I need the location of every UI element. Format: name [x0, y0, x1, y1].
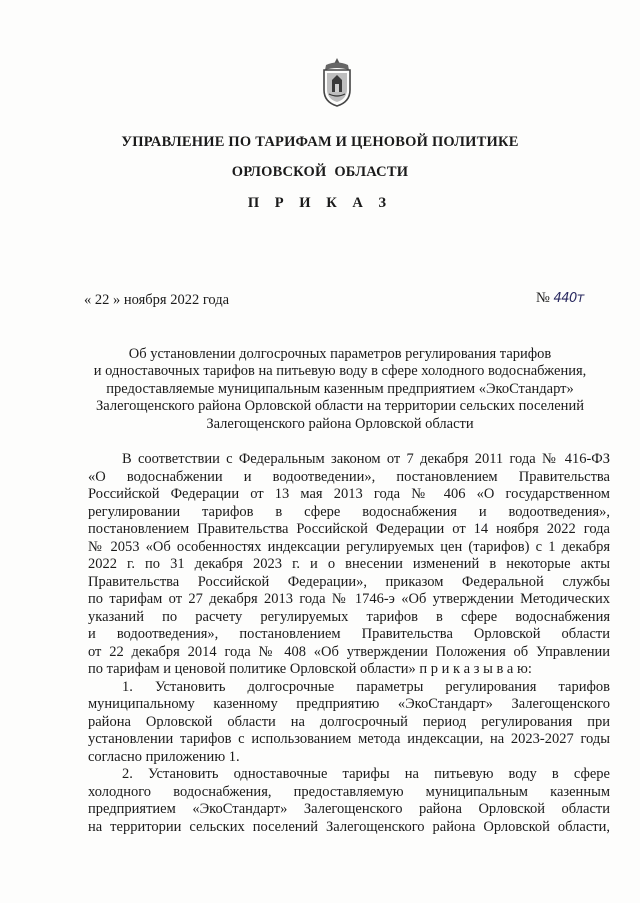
- clause-2-line: 2. Установить одноставочные тарифы на питьевую воду в сфере: [122, 766, 610, 782]
- body-line: Правительства Российской Федерации», приказом Федеральной службы: [88, 573, 610, 590]
- clause-1-line: муниципальному казенному предприятию «ЭкоСтандарт» Залегощенского: [88, 696, 610, 712]
- handwritten-number: 440т: [553, 291, 584, 306]
- subject-line: Залегощенского района Орловской области на территории сельских поселений: [96, 398, 584, 415]
- coat-of-arms-icon: [318, 56, 356, 108]
- body-line: Российской Федерации от 13 мая 2013 года № 406 «О государственном: [88, 486, 610, 502]
- document-type: П Р И К А З: [247, 195, 393, 211]
- order-date: « 22 » ноября 2022 года: [84, 292, 230, 308]
- number-prefix: №: [536, 290, 550, 306]
- subject-line: Залегощенского района Орловской области: [206, 415, 474, 432]
- clause-2-line: на территории сельских поселений Залегощенского района Орловской области,: [88, 818, 610, 835]
- clause-1-line: района Орловской области на долгосрочный период регулирования при: [88, 713, 610, 730]
- issuer-region: ОРЛОВСКОЙ ОБЛАСТИ: [231, 164, 409, 180]
- body-line: 2022 г. по 31 декабря 2023 г. и о внесении изменений в некоторые акты: [88, 556, 610, 572]
- subject-line: предоставляемые муниципальным казенным предприятием «ЭкоСтандарт»: [106, 380, 574, 397]
- subject-line: Об установлении долгосрочных параметров регулирования тарифов: [128, 346, 552, 362]
- clause-1-line: установлении тарифов с использованием метода индексации, на 2023-2027 годы: [88, 731, 610, 747]
- body-line: по тарифам от 27 декабря 2013 года № 1746-э «Об утверждении Методических: [88, 591, 610, 607]
- order-body: [88, 451, 610, 836]
- clause-1-line: согласно приложению 1.: [88, 748, 240, 765]
- body-line: указаний по расчету регулируемых тарифов в сфере водоснабжения: [88, 608, 610, 625]
- issuer-title: УПРАВЛЕНИЕ ПО ТАРИФАМ И ЦЕНОВОЙ ПОЛИТИКЕ: [121, 134, 519, 150]
- subject-line: и одноставочных тарифов на питьевую воду в сфере холодного водоснабжения,: [93, 363, 587, 380]
- body-line: «О водоснабжении и водоотведении», постановлением Правительства: [88, 468, 610, 485]
- body-line: В соответствии с Федеральным законом от 7 декабря 2011 года № 416-ФЗ: [122, 451, 610, 467]
- body-line: и водоотведения», постановлением Правительства Орловской области: [88, 626, 610, 642]
- body-line: постановлением Правительства Российской Федерации от 14 ноября 2022 года: [88, 521, 610, 537]
- body-line: № 2053 «Об особенностях индексации регулируемых цен (тарифов) с 1 декабря: [88, 538, 610, 555]
- order-number: [536, 290, 584, 307]
- clause-2-line: холодного водоснабжения, предоставляемую муниципальным казенным: [88, 783, 610, 800]
- body-line: по тарифам и ценовой политике Орловской области» п р и к а з ы в а ю:: [88, 661, 532, 677]
- clause-2-line: предприятием «ЭкоСтандарт» Залегощенского района Орловской области: [88, 801, 610, 817]
- body-line: от 22 декабря 2014 года № 408 «Об утверждении Положения об Управлении: [88, 643, 610, 660]
- order-subject: [80, 346, 600, 433]
- body-line: регулировании тарифов в сфере водоснабжения и водоотведения»,: [88, 503, 610, 520]
- clause-1-line: 1. Установить долгосрочные параметры регулирования тарифов: [122, 678, 610, 695]
